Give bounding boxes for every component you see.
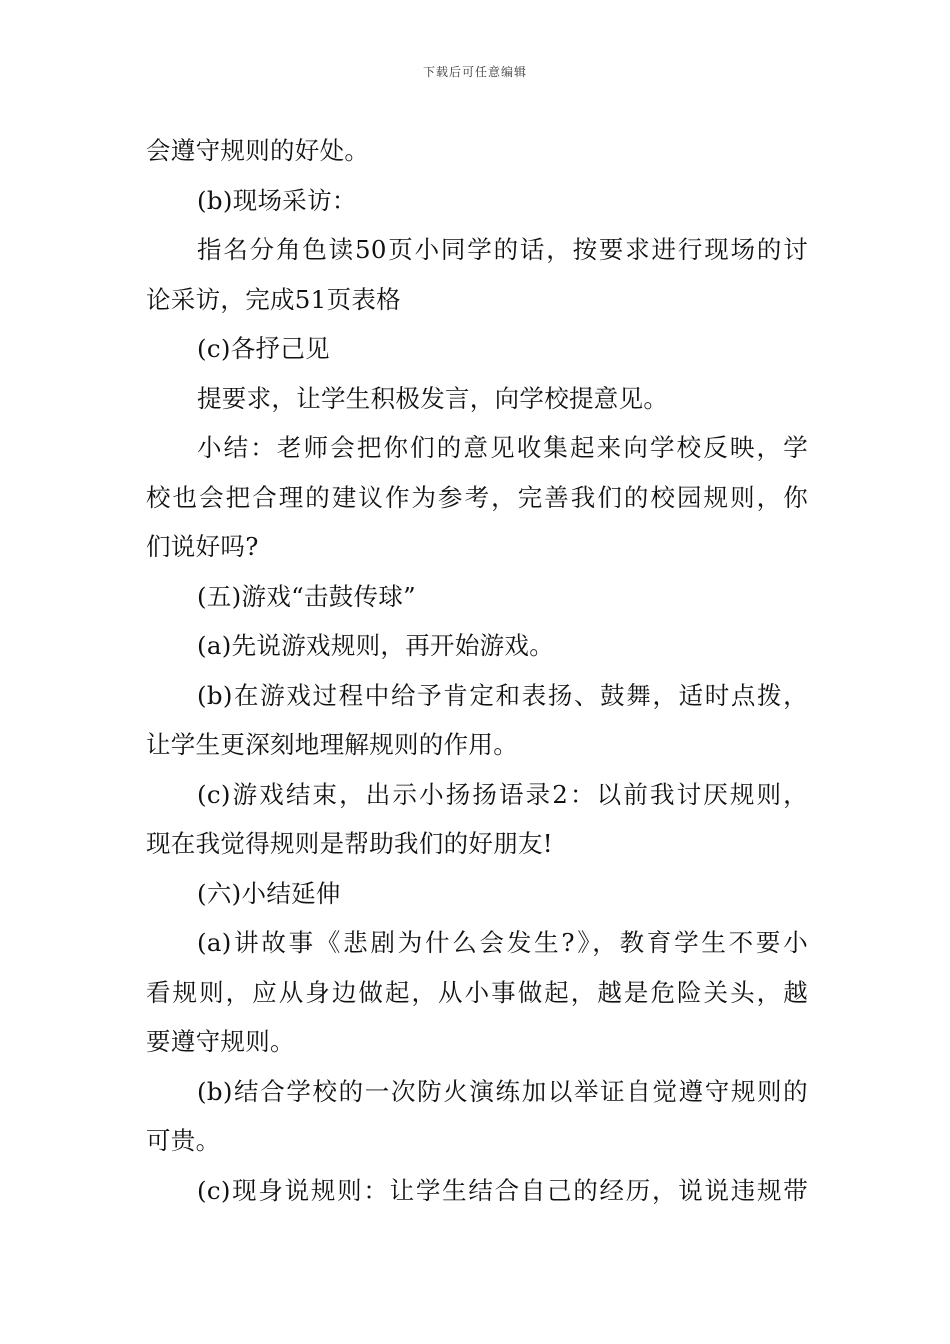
page-header: 下载后可任意编辑 [422,65,527,79]
text-line: 指名分角色读50页小同学的话，按要求进行现场的讨 [197,235,808,264]
text-line: 们说好吗? [146,532,259,561]
text-line: (六)小结延伸 [197,878,341,908]
text-line: 提要求，让学生积极发言，向学校提意见。 [197,383,669,413]
text-line: 看规则，应从身边做起，从小事做起，越是危险关头，越 [146,977,808,1007]
text-line: 小结：老师会把你们的意见收集起来向学校反映，学 [197,433,808,462]
text-line: 校也会把合理的建议作为参考，完善我们的校园规则，你 [146,482,808,512]
text-line: (a)先说游戏规则，再开始游戏。 [197,631,555,660]
text-line: (c)现身说规则：让学生结合自己的经历，说说违规带 [197,1175,808,1205]
text-line: (c)游戏结束，出示小扬扬语录2：以前我讨厌规则， [197,779,808,809]
text-line: 要遵守规则。 [146,1027,295,1056]
text-line: 论采访，完成51页表格 [146,284,401,314]
text-line: (a)讲故事《悲剧为什么会发生?》，教育学生不要小 [197,928,808,957]
text-line: 会遵守规则的好处。 [146,136,370,165]
text-line: 可贵。 [146,1126,221,1155]
text-line: (c)各抒己见 [197,334,330,363]
text-line: 现在我觉得规则是帮助我们的好朋友! [146,829,553,858]
text-line: (b)现场采访： [197,185,357,215]
text-line: (b)结合学校的一次防火演练加以举证自觉遵守规则的 [197,1076,808,1106]
text-line: (b)在游戏过程中给予肯定和表扬、鼓舞，适时点拨， [197,680,808,710]
text-line: 让学生更深刻地理解规则的作用。 [146,730,518,759]
text-line: (五)游戏“击鼓传球” [197,581,416,611]
document-body [146,126,808,1215]
